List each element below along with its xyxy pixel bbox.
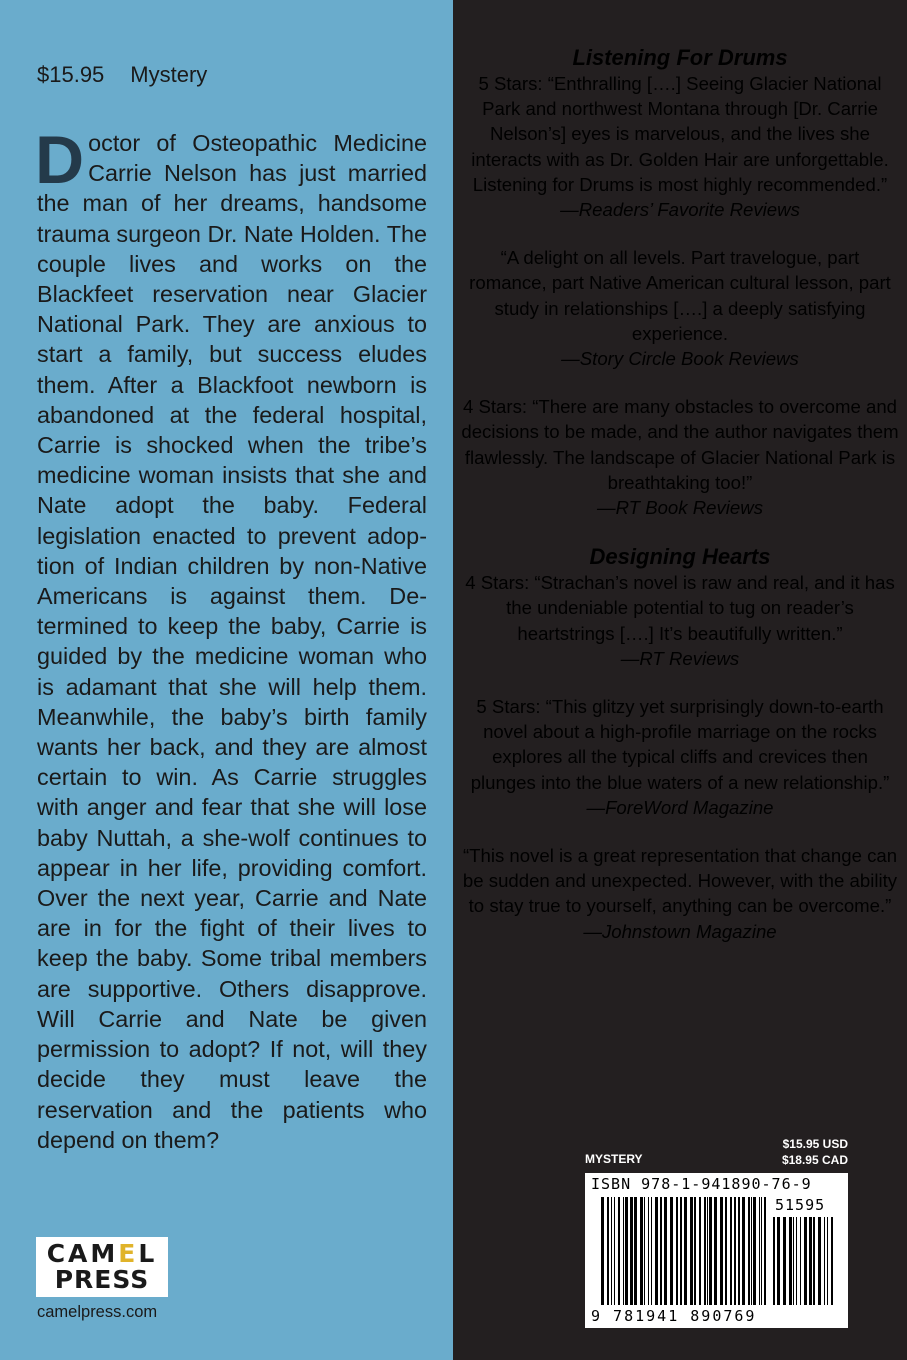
barcode-bar	[800, 1217, 801, 1305]
barcode-bar	[753, 1197, 756, 1305]
back-cover-left-panel	[0, 0, 453, 1360]
ean-number: 9 781941 890769	[591, 1307, 757, 1325]
isbn-barcode	[585, 1173, 848, 1328]
barcode-bar	[707, 1197, 708, 1305]
review-source: —Readers’ Favorite Reviews	[560, 199, 800, 221]
price: $15.95	[37, 62, 105, 87]
barcode-bar	[714, 1197, 717, 1305]
review-text: 5 Stars: “Enthralling [….] Seeing Glacier National Park and northwest Montana through [Dr. Carrie Nelson’s] eyes is marvelous, and the lives she interacts with as Dr. Golden Hair are unforgettable. Listening for Drums is most highly recommended.”	[471, 73, 889, 195]
review-source: —RT Reviews	[620, 647, 740, 669]
drop-cap: D	[35, 122, 85, 198]
ean-bars	[601, 1197, 766, 1305]
barcode-bar	[614, 1197, 615, 1305]
book-blurb	[35, 122, 427, 1155]
barcode-bar	[623, 1197, 624, 1305]
barcode-bar	[759, 1197, 760, 1305]
barcode-bar	[607, 1197, 609, 1305]
barcode-bar	[634, 1197, 637, 1305]
barcode-bar	[601, 1197, 604, 1305]
barcode-bar	[655, 1197, 658, 1305]
barcode-bar	[676, 1197, 678, 1305]
barcode-bar	[670, 1197, 673, 1305]
price-code: 51595	[775, 1196, 826, 1214]
barcode-bar	[789, 1217, 792, 1305]
publisher-logo	[36, 1237, 168, 1297]
barcode-bar	[764, 1197, 766, 1305]
price-cad: $18.95 CAD	[781, 1153, 848, 1167]
barcode-bar	[831, 1217, 833, 1305]
barcode-bar	[773, 1217, 775, 1305]
price-bars	[773, 1217, 841, 1305]
barcode-bar	[793, 1217, 794, 1305]
barcode-bar	[796, 1217, 797, 1305]
barcode-bar	[804, 1217, 807, 1305]
barcode-bar	[709, 1197, 712, 1305]
barcode-category: MYSTERY	[585, 1152, 643, 1166]
barcode-bar	[680, 1197, 682, 1305]
barcode-bar	[738, 1197, 740, 1305]
barcode-bar	[777, 1217, 780, 1305]
review-text: “This novel is a great representation that change can be sudden and unexpected. However, with the ability to stay true to yourself, anything can be overcome.”	[462, 845, 898, 917]
price-genre-line	[37, 62, 207, 88]
review-source: —Story Circle Book Reviews	[561, 348, 799, 370]
review-text: 4 Stars: “Strachan’s novel is raw and real, and it has the undeniable potential to tug on reader’s heartstrings [….] It’s beautifully written.”	[465, 572, 895, 644]
barcode-bar	[783, 1217, 786, 1305]
logo-line-1: CAMEL	[46, 1239, 158, 1268]
barcode-bar	[664, 1197, 667, 1305]
price-usd: $15.95 USD	[782, 1137, 848, 1151]
review-source: —ForeWord Magazine	[586, 796, 774, 818]
review	[460, 394, 900, 520]
genre: Mystery	[130, 62, 208, 87]
barcode-bar	[699, 1197, 701, 1305]
barcode-bar	[660, 1197, 662, 1305]
book-title-listening-for-drums: Listening For Drums	[572, 45, 788, 70]
logo-accent-letter: E	[118, 1239, 139, 1268]
barcode-bar	[648, 1197, 649, 1305]
isbn-text: ISBN 978-1-941890-76-9	[591, 1175, 812, 1193]
barcode-bar	[725, 1197, 727, 1305]
barcode-bar	[618, 1197, 620, 1305]
barcode-bar	[684, 1197, 687, 1305]
reviews-column	[460, 45, 900, 944]
barcode-bar	[644, 1197, 645, 1305]
barcode-bar	[761, 1197, 762, 1305]
blurb-text: octor of Osteopathic Medicine Carrie Nelson has just married the man of her dreams, handsome trauma surgeon Dr. Nate Holden. The couple lives and works on the Blackfeet reservation near Glacier National Park. They are anxious to start a family, but success eludes them. After a Blackfoot newborn is abandoned at the federal hospital, Carrie is shocked when the tribe’s medicine woman insists that she and Nate adopt the baby. Federal legislation enacted to prevent adoption of Indian children by non-Native Americans is against them. Determined to keep the baby, Carrie is guided by the medicine woman who is adamant that she will help them. Meanwhile, the baby’s birth family wants her back, and they are almost certain to win. As Carrie struggles with anger and fear that she will lose baby Nuttah, a she-wolf continues to appear in her life, providing comfort. Over the next year, Carrie and Nate are in for the fight of their lives to keep the baby. Some tribal members are supportive. Others disapprove. Will Carrie and Nate be given permission to adopt? If not, will they decide they must leave the reservation and the patients who depend on them?	[37, 130, 427, 1153]
barcode-bar	[651, 1197, 652, 1305]
logo-line-2: PRESS	[54, 1265, 150, 1294]
barcode-bar	[730, 1197, 732, 1305]
review	[460, 71, 900, 222]
barcode-bar	[720, 1197, 723, 1305]
review	[460, 843, 900, 944]
barcode-bar	[742, 1197, 745, 1305]
review-source: —Johnstown Magazine	[583, 920, 777, 942]
barcode-bar	[625, 1197, 628, 1305]
publisher-site: camelpress.com	[37, 1303, 158, 1321]
barcode-bar	[748, 1197, 750, 1305]
barcode-bar	[704, 1197, 706, 1305]
barcode-bar	[818, 1217, 821, 1305]
review	[460, 245, 900, 371]
barcode-prices	[760, 1136, 848, 1168]
barcode-bar	[824, 1217, 825, 1305]
barcode-bar	[640, 1197, 643, 1305]
barcode-bar	[813, 1217, 815, 1305]
review-text: 5 Stars: “This glitzy yet surprisingly down-to-earth novel about a high-profile marriage on the rocks explores all the typical cliffs and crevices then plunges into the blue waters of a new relationship.”	[470, 696, 890, 793]
barcode-bar	[694, 1197, 696, 1305]
barcode-bar	[827, 1217, 828, 1305]
review	[460, 570, 900, 671]
barcode-bar	[809, 1217, 812, 1305]
barcode-bar	[734, 1197, 736, 1305]
book-title-designing-hearts: Designing Hearts	[589, 544, 771, 570]
barcode-bar	[611, 1197, 612, 1305]
review-source: —RT Book Reviews	[596, 497, 764, 519]
barcode-bar	[630, 1197, 633, 1305]
review-text: 4 Stars: “There are many obstacles to overcome and decisions to be made, and the author navigates them flawlessly. The landscape of Glacier National Park is breathtaking too!”	[461, 396, 899, 493]
barcode-bar	[690, 1197, 693, 1305]
review	[460, 694, 900, 820]
review-text: “A delight on all levels. Part travelogue, part romance, part Native American cultural lesson, part study in relationships [….] a deeply satisfying experience.	[469, 247, 891, 344]
barcode-bar	[751, 1197, 752, 1305]
